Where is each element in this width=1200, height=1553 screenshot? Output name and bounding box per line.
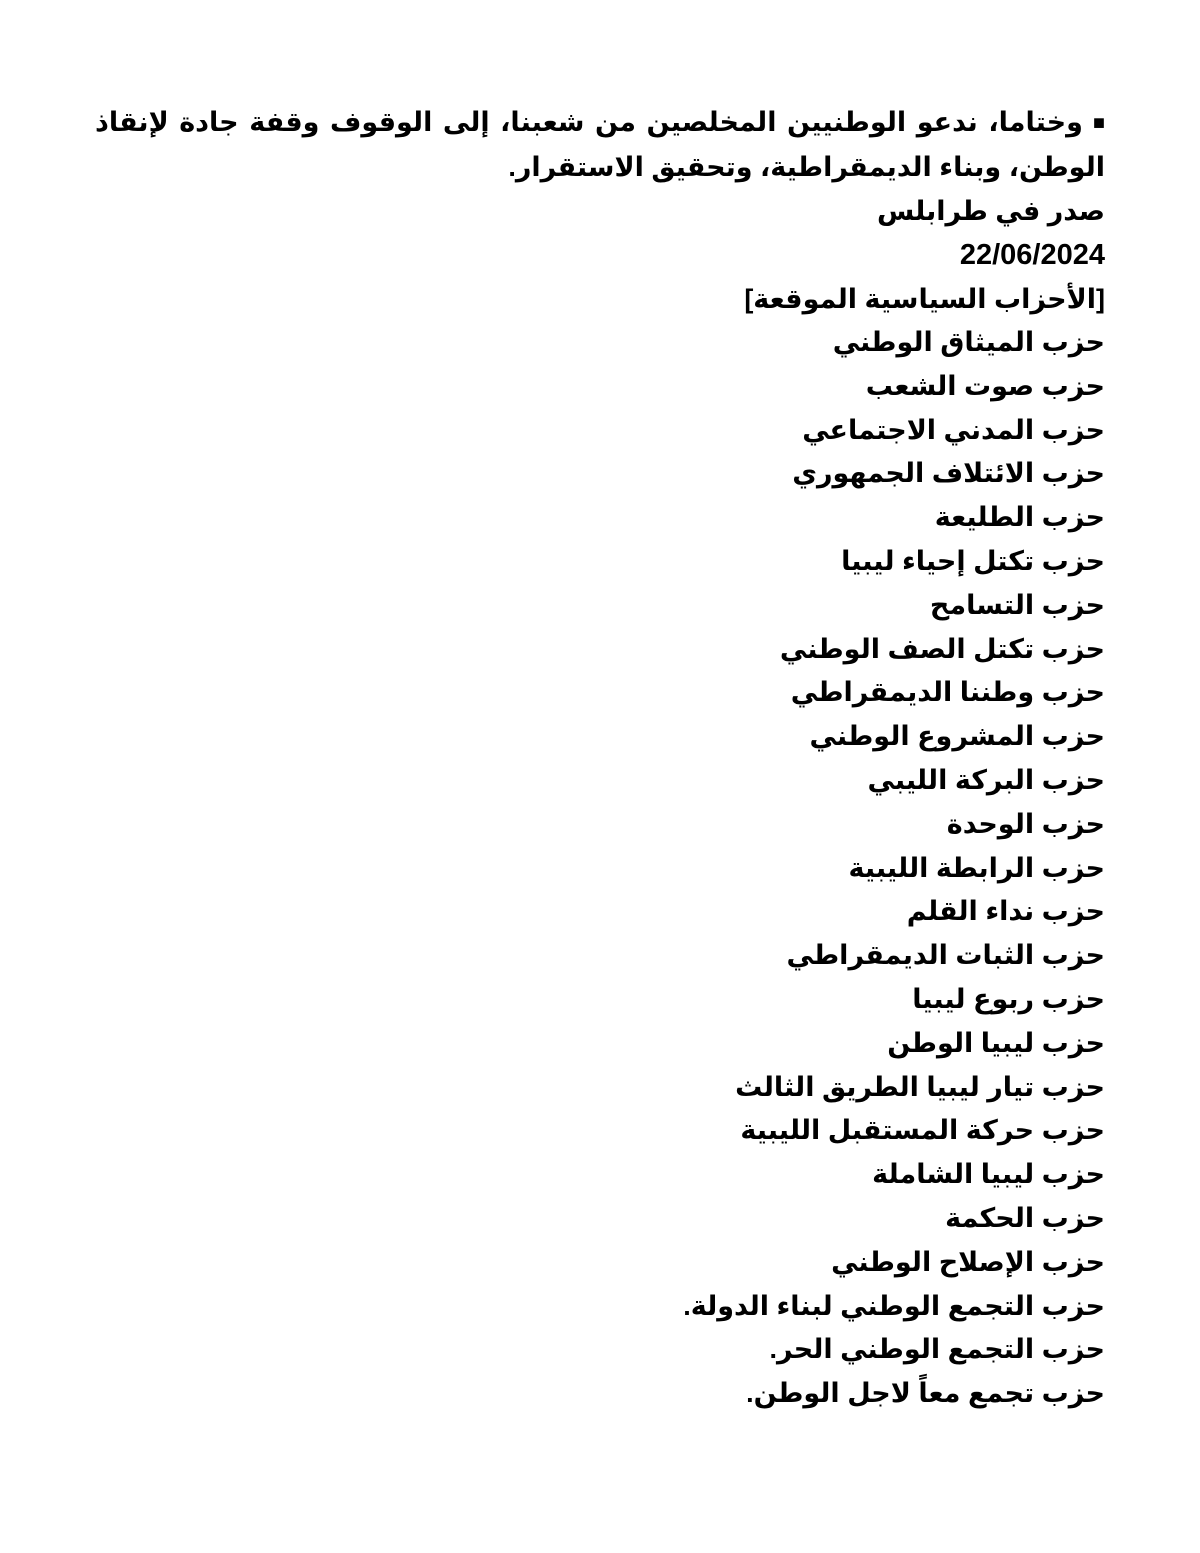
issued-location: صدر في طرابلس — [876, 196, 1105, 226]
party-item: حزب تجمع معاً لاجل الوطن. — [746, 1378, 1105, 1409]
signatories-heading: [الأحزاب السياسية الموقعة] — [744, 284, 1105, 314]
party-item: حزب الوحدة — [946, 808, 1105, 839]
party-item: حزب حركة المستقبل الليبية — [740, 1115, 1105, 1146]
closing-paragraph-text: وختاما، ندعو الوطنيين المخلصين من شعبنا، إلى الوقوف وقفة جادة لإنقاذ الوطن، وبناء الديمقراطية، وتحقيق الاستقرار. — [95, 107, 1105, 182]
party-item: حزب تيار ليبيا الطريق الثالث — [735, 1071, 1105, 1102]
party-item: حزب الإصلاح الوطني — [831, 1246, 1105, 1277]
issue-date: 22/06/2024 — [959, 239, 1105, 271]
party-item: حزب نداء القلم — [906, 896, 1105, 927]
party-item: حزب ربوع ليبيا — [912, 983, 1105, 1014]
bullet-square-icon: ■ — [1092, 112, 1105, 134]
party-item: حزب التسامح — [929, 589, 1105, 620]
closing-paragraph — [95, 100, 1105, 189]
party-item: حزب الحكمة — [945, 1202, 1105, 1233]
party-item: حزب المدني الاجتماعي — [802, 414, 1105, 445]
party-item: حزب تكتل إحياء ليبيا — [841, 545, 1105, 576]
party-item: حزب المشروع الوطني — [809, 721, 1105, 752]
party-list — [95, 321, 1105, 1416]
party-item: حزب صوت الشعب — [865, 370, 1105, 401]
party-item: حزب البركة الليبي — [867, 764, 1105, 795]
party-item: حزب الرابطة الليبية — [848, 852, 1105, 883]
issue-date-line — [95, 233, 1105, 277]
party-item: حزب التجمع الوطني لبناء الدولة. — [683, 1290, 1105, 1321]
party-item: حزب الطليعة — [934, 502, 1105, 533]
party-item: حزب وطننا الديمقراطي — [790, 677, 1105, 708]
party-item: حزب الائتلاف الجمهوري — [792, 458, 1105, 489]
party-item: حزب ليبيا الشاملة — [872, 1159, 1105, 1190]
party-item: حزب التجمع الوطني الحر. — [769, 1334, 1105, 1365]
party-item: حزب تكتل الصف الوطني — [779, 633, 1105, 664]
party-item: حزب ليبيا الوطن — [887, 1027, 1105, 1058]
document-page — [95, 100, 1105, 1416]
party-item: حزب الميثاق الوطني — [832, 327, 1105, 357]
party-item: حزب الثبات الديمقراطي — [786, 940, 1105, 971]
